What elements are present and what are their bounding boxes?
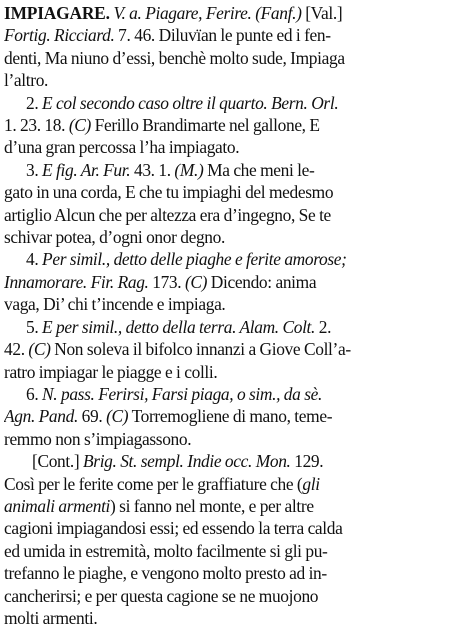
entry-line	[4, 428, 465, 450]
entry-line	[4, 24, 465, 46]
text-run: cancherirsi; e per questa cagione se ne muojono	[4, 585, 319, 606]
text-run: 129.	[290, 451, 324, 472]
italic-text: (M.)	[174, 159, 204, 180]
text-run: Torremogliene di mano, teme-	[128, 406, 333, 427]
italic-text: (C)	[106, 406, 129, 427]
text-run: [Val.]	[301, 3, 343, 23]
entry-line	[4, 562, 465, 584]
text-run: 43. 1.	[130, 159, 175, 180]
entry-line	[4, 450, 465, 472]
entry-line	[4, 361, 465, 383]
entry-line	[4, 383, 465, 405]
italic-text: (C)	[184, 271, 208, 292]
text-run: l’altro.	[4, 70, 49, 91]
entry-line	[4, 495, 465, 517]
text-run: Non soleva il bifolco innanzi a Giove Coll’a-	[50, 339, 351, 360]
entry-line	[4, 114, 465, 136]
entry-line	[4, 338, 465, 360]
italic-text: V. a. Piagare, Ferire. (Fanf.)	[113, 3, 302, 23]
text-run: 42.	[4, 339, 29, 360]
entry-line	[4, 517, 465, 539]
text-run: d’una gran percossa l’ha impiagato.	[4, 137, 240, 158]
text-run: 5.	[26, 316, 43, 337]
italic-text: animali armenti	[4, 495, 111, 516]
italic-text: Brig. St. sempl. Indie occ. Mon.	[83, 451, 291, 472]
text-run: gato in una corda, E che tu impiaghi del medesmo	[4, 182, 334, 203]
text-run: 2.	[26, 92, 43, 113]
italic-text: Per simil., detto delle piaghe e ferite amorose;	[42, 249, 347, 270]
entry-line	[4, 473, 465, 495]
text-run: 7. 46. Diluvïan le punte ed i fen-	[114, 25, 331, 46]
italic-text: (C)	[28, 339, 51, 360]
text-run: artiglio Alcun che per altezza era d’ingegno, Se te	[4, 204, 331, 225]
entry-line	[4, 585, 465, 607]
text-run: 3.	[26, 159, 43, 180]
text-run: molti armenti.	[4, 607, 98, 628]
italic-text: N. pass. Ferirsi, Farsi piaga, o sim., da sè.	[42, 383, 322, 404]
entry-line	[4, 159, 465, 181]
entry-line	[4, 204, 465, 226]
headword: IMPIAGARE.	[4, 3, 110, 23]
text-run: 69.	[77, 406, 107, 427]
entry-line	[4, 540, 465, 562]
dictionary-entry-impiagare	[4, 2, 465, 629]
text-run: 4.	[26, 249, 43, 270]
entry-line	[4, 69, 465, 91]
italic-text: E fig. Ar. Fur.	[42, 159, 131, 180]
text-run: vaga, Di’ chi t’incende e impiaga.	[4, 294, 226, 315]
text-run: schivar potea, d’ogni onor degno.	[4, 227, 225, 248]
text-run: ) si fanno nel monte, e per altre	[110, 495, 314, 516]
italic-text: E per simil., detto della terra. Alam. Colt.	[42, 316, 316, 337]
text-run: ratro impiagar le piagge e i colli.	[4, 361, 218, 382]
italic-text: (C)	[68, 115, 91, 136]
text-run: 1. 23. 18.	[4, 115, 69, 136]
text-run: cagioni impiagandosi essi; ed essendo la terra calda	[4, 518, 343, 539]
text-run: ed umida in estremità, molto facilmente si gli pu-	[4, 540, 328, 561]
entry-line	[4, 316, 465, 338]
italic-text: Fortig. Ricciard.	[4, 25, 115, 46]
text-run: 2.	[315, 316, 332, 337]
entry-line	[4, 47, 465, 69]
entry-line	[4, 405, 465, 427]
entry-line	[4, 2, 465, 24]
text-run: [Cont.]	[32, 451, 83, 472]
text-run: Dicendo: anima	[207, 271, 317, 292]
entry-line	[4, 136, 465, 158]
italic-text: Agn. Pand.	[4, 406, 78, 427]
entry-line	[4, 271, 465, 293]
entry-line	[4, 248, 465, 270]
text-run: 173.	[148, 271, 185, 292]
text-run: Ferillo Brandimarte nel gallone, E	[90, 115, 320, 136]
text-run: remmo non s’impiagassono.	[4, 428, 192, 449]
text-run: trefanno le piaghe, e vengono molto presto ad in-	[4, 563, 327, 584]
text-run: Ma che meni le-	[203, 159, 315, 180]
entry-line	[4, 293, 465, 315]
text-run: denti, Ma niuno d’essi, benchè molto sude, Impiaga	[4, 47, 345, 68]
text-run: Così per le ferite come per le graffiature che (	[4, 473, 303, 494]
entry-line	[4, 607, 465, 629]
italic-text: Innamorare. Fir. Rag.	[4, 271, 149, 292]
text-run: 6.	[26, 383, 43, 404]
italic-text: E col secondo caso oltre il quarto. Bern. Orl.	[42, 92, 339, 113]
entry-line	[4, 92, 465, 114]
entry-line	[4, 181, 465, 203]
entry-line	[4, 226, 465, 248]
italic-text: gli	[302, 473, 320, 494]
